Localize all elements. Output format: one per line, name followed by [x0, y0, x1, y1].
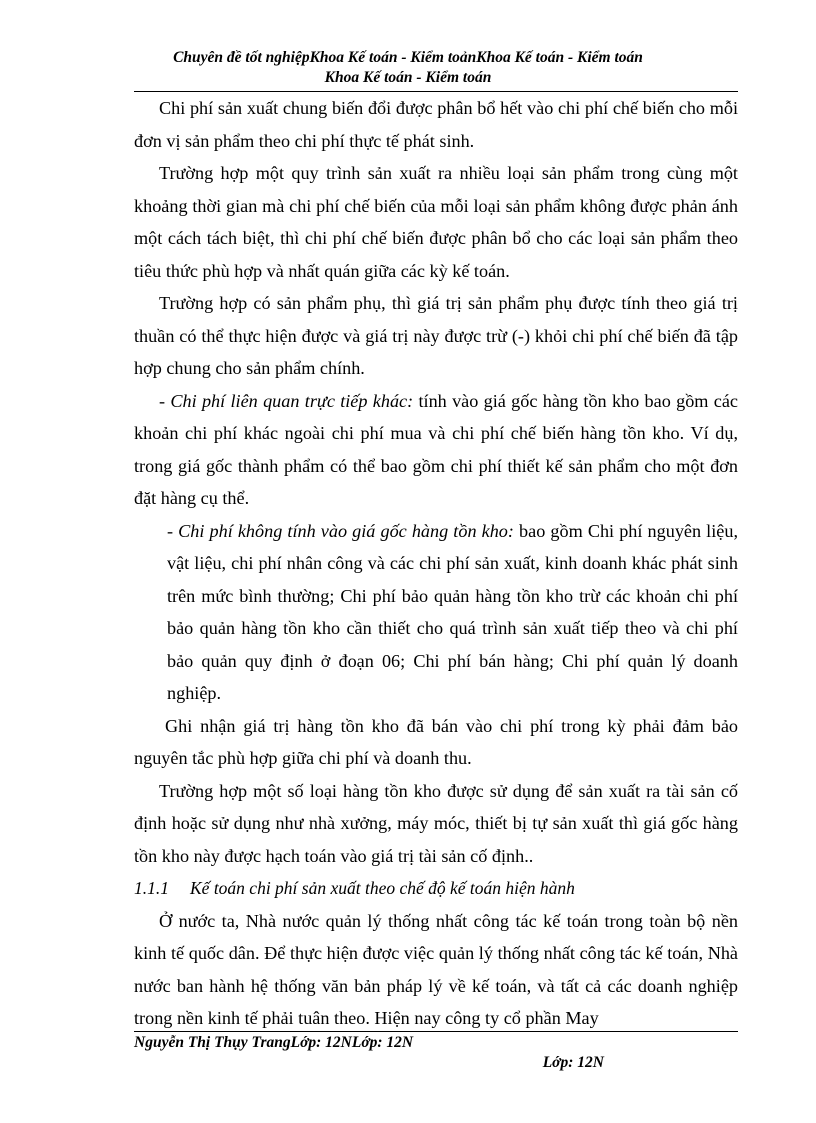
paragraph-7: Trường hợp một số loại hàng tồn kho được sử dụng để sản xuất ra tài sản cố định hoặc sử dụng như nhà xưởng, máy móc, thiết bị tự sản xuất thì giá gốc hàng tồn kho này được hạch toán vào giá trị tài sản cố định.. — [134, 780, 738, 866]
footer-line-2: Lớp: 12N — [542, 1054, 604, 1071]
header-line-2: Khoa Kế toán - Kiểm toán — [324, 69, 492, 86]
paragraph-5-text: bao gồm Chi phí nguyên liệu, vật liệu, chi phí nhân công và các chi phí sản xuất, kinh doanh khác phát sinh trên mức bình thường; Chi phí bảo quản hàng tồn kho trừ các khoản chi phí bảo quản hàng tồn kho cần thiết cho quá trình sản xuất tiếp theo và chi phí bảo quản quy định ở đoạn 06; Chi phí bán hàng; Chi phí quản lý doanh nghiệp. — [167, 520, 738, 703]
paragraph-5 — [134, 515, 738, 710]
section-number: 1.1.1 — [134, 878, 169, 898]
paragraph-3: Trường hợp có sản phẩm phụ, thì giá trị sản phẩm phụ được tính theo giá trị thuần có thể thực hiện được và giá trị này được trừ (-) khỏi chi phí chế biến đã tập hợp chung cho sản phẩm chính. — [134, 293, 738, 378]
paragraph-4-text: tính vào giá gốc hàng tồn kho bao gồm các khoản chi phí khác ngoài chi phí mua và chi phí chế biến hàng tồn kho. Ví dụ, trong giá gốc thành phẩm có thể bao gồm chi phí thiết kế sản phẩm cho một đơn đặt hàng cụ thể. — [134, 390, 738, 508]
document-body — [134, 92, 738, 1035]
section-title: Kế toán chi phí sản xuất theo chế độ kế toán hiện hành — [190, 878, 575, 898]
header-line-1: Chuyên đề tốt nghiệpKhoa Kế toán - Kiểm toảnKhoa Kế toán - Kiểm toán — [173, 49, 643, 66]
footer-divider — [134, 1031, 738, 1032]
paragraph-4 — [134, 385, 738, 515]
paragraph-8: Ở nước ta, Nhà nước quản lý thống nhất công tác kế toán trong toàn bộ nền kinh tế quốc dân. Để thực hiện được việc quản lý thống nhất công tác kế toán, Nhà nước ban hành hệ thống văn bản pháp lý về kế toán, và tất cả các doanh nghiệp trong nền kinh tế phải tuân theo. Hiện nay công ty cổ phần May — [134, 910, 738, 1028]
section-heading — [134, 872, 738, 905]
paragraph-2: Trường hợp một quy trình sản xuất ra nhiều loại sản phẩm trong cùng một khoảng thời gian mà chi phí chế biến của mỗi loại sản phẩm không được phản ánh một cách tách biệt, thì chi phí chế biến được phân bổ cho các loại sản phẩm theo tiêu thức phù hợp và nhất quán giữa các kỳ kế toán. — [134, 163, 738, 281]
page-header — [130, 48, 686, 88]
footer-line-1: Nguyễn Thị Thụy TrangLớp: 12NLớp: 12N — [134, 1034, 414, 1051]
paragraph-6: Ghi nhận giá trị hàng tồn kho đã bán vào chi phí trong kỳ phải đảm bảo nguyên tắc phù hợp giữa chi phí và doanh thu. — [134, 715, 738, 768]
paragraph-1: Chi phí sản xuất chung biến đổi được phân bổ hết vào chi phí chế biến cho mỗi đơn vị sản phẩm theo chi phí thực tế phát sinh. — [134, 98, 738, 151]
paragraph-5-label: - Chi phí không tính vào giá gốc hàng tồn kho: — [167, 520, 514, 541]
paragraph-4-label: - Chi phí liên quan trực tiếp khác: — [159, 390, 414, 411]
page-footer — [134, 1033, 604, 1073]
